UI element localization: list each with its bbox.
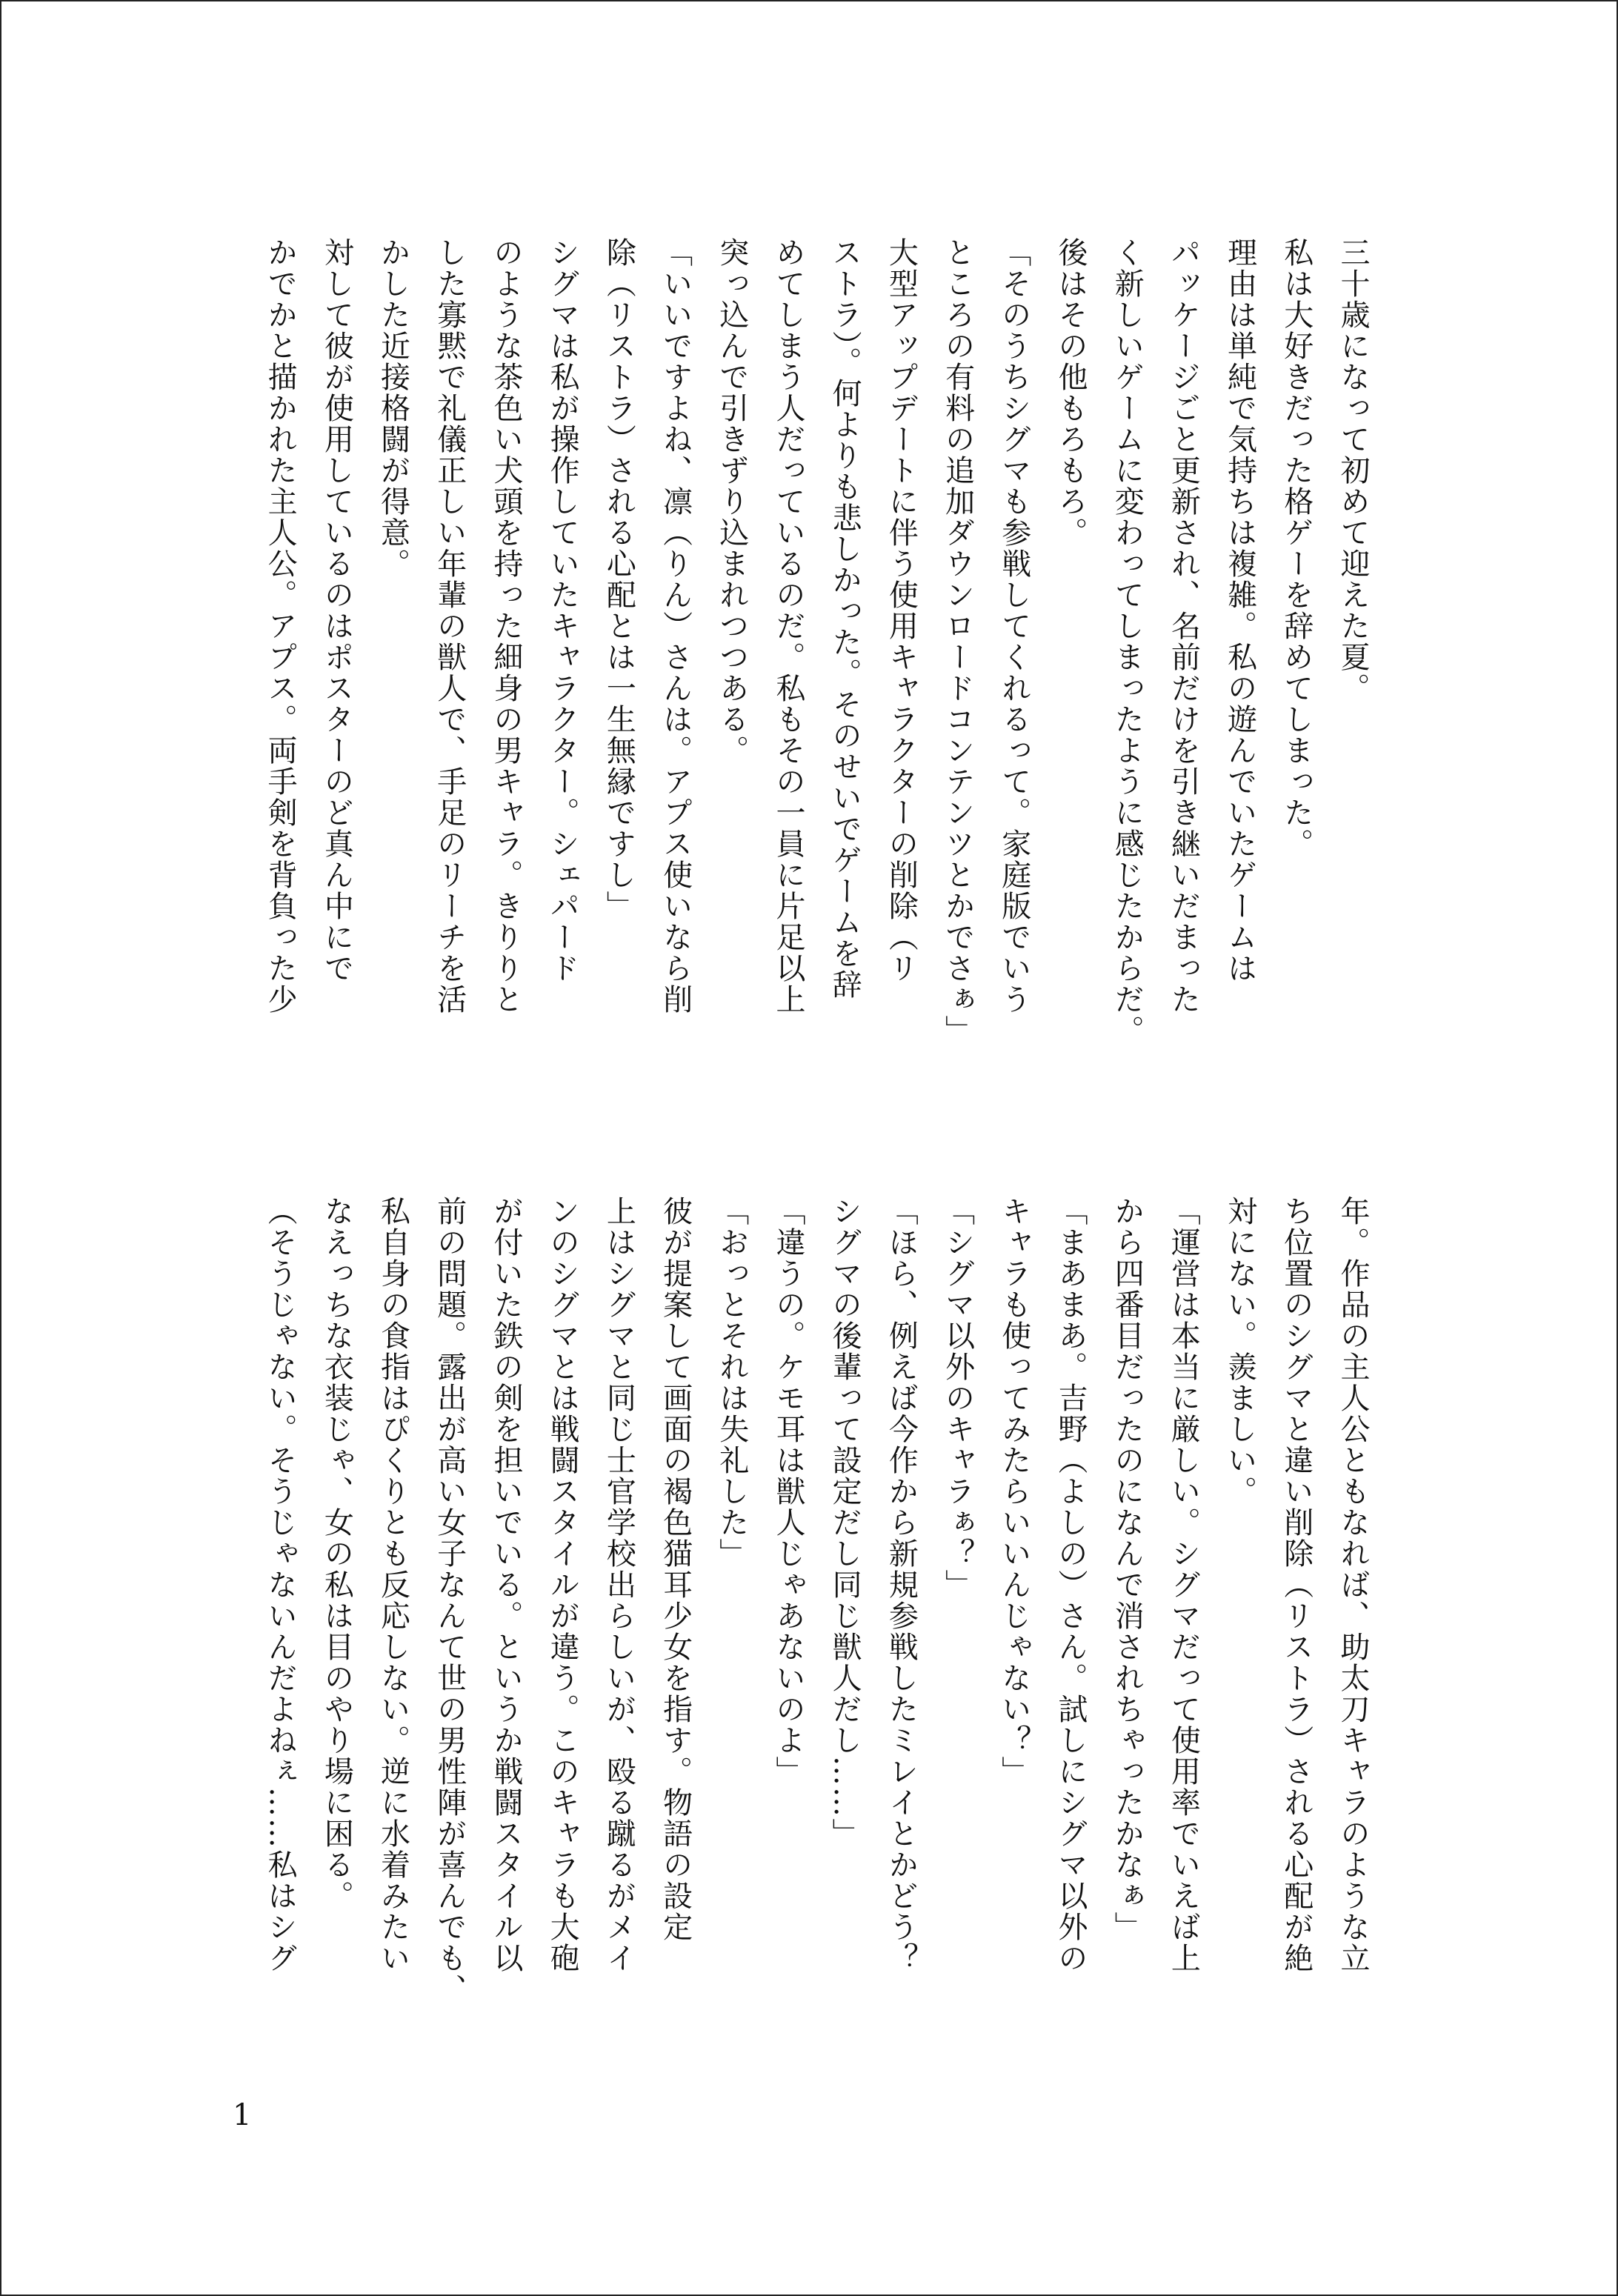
text-line: 彼が提案して画面の褐色猫耳少女を指す。物語の設定 bbox=[658, 1196, 693, 1943]
text-line: から四番目だったのになんで消されちゃったかなぁ」 bbox=[1110, 1196, 1145, 1943]
text-line: 「違うの。ケモ耳は獣人じゃあないのよ」 bbox=[770, 1196, 805, 1787]
text-line: ところの有料の追加ダウンロードコンテンツとかでさぁ」 bbox=[940, 237, 975, 1046]
text-line: シグマは私が操作していたキャラクター。シェパード bbox=[545, 237, 580, 984]
text-line: なえっちな衣装じゃ、女の私は目のやり場に困る。 bbox=[319, 1196, 354, 1911]
text-line: 対して彼が使用しているのはポスターのど真ん中にで bbox=[319, 237, 354, 984]
text-line: 後はその他もろもろ。 bbox=[1053, 237, 1088, 548]
text-line: が付いた鉄の剣を担いでいる。というか戦闘スタイル以 bbox=[488, 1196, 523, 1974]
text-line: 「まあまあ。吉野（よしの）さん。試しにシグマ以外の bbox=[1053, 1196, 1088, 1974]
text-line: 「運営は本当に厳しい。シグマだって使用率でいえば上 bbox=[1166, 1196, 1201, 1974]
text-line: 除（リストラ）される心配とは一生無縁ですし」 bbox=[602, 237, 636, 922]
text-line: シグマの後輩って設定だし同じ獣人だし……」 bbox=[828, 1196, 862, 1849]
text-line: 私自身の食指はぴくりとも反応しない。逆に水着みたい bbox=[376, 1196, 410, 1974]
text-line: ンのシグマとは戦闘スタイルが違う。このキャラも大砲 bbox=[545, 1196, 580, 1974]
text-line: 前の問題。露出が高い女子なんて世の男性陣が喜んでも、 bbox=[432, 1196, 467, 2005]
text-line: 「そのうちシグマも参戦してくれるって。家庭版でいう bbox=[996, 237, 1031, 1015]
text-line: パッケージごと更新され、名前だけを引き継いだまった bbox=[1166, 237, 1201, 1015]
text-line: ストラ）。何よりも悲しかった。そのせいでゲームを辞 bbox=[828, 237, 862, 1000]
text-line: めてしまう人だっているのだ。私もその一員に片足以上 bbox=[770, 237, 805, 1015]
text-line: 理由は単純で気持ちは複雑。私の遊んでいたゲームは bbox=[1222, 237, 1257, 984]
text-line: 「シグマ以外のキャラぁ？」 bbox=[940, 1196, 975, 1600]
page-number: 1 bbox=[233, 2098, 252, 2132]
text-line: 対にない。羨ましい。 bbox=[1222, 1196, 1257, 1507]
text-line: く新しいゲームに変わってしまったように感じたからだ。 bbox=[1110, 237, 1145, 1046]
text-line: 上はシグマと同じ士官学校出らしいが、殴る蹴るがメイ bbox=[602, 1196, 636, 1974]
text-line: 年。作品の主人公ともなれば、助太刀キャラのような立 bbox=[1336, 1196, 1370, 1974]
text-line: 「おっとそれは失礼した」 bbox=[714, 1196, 749, 1569]
text-line: した寡黙で礼儀正しい年輩の獣人で、手足のリーチを活 bbox=[432, 237, 467, 1015]
text-line: （そうじゃない。そうじゃないんだよねぇ……私はシグ bbox=[263, 1196, 298, 1974]
text-line: 私は大好きだった格ゲーを辞めてしまった。 bbox=[1279, 237, 1314, 859]
text-line: のような茶色い犬頭を持った細身の男キャラ。きりりと bbox=[488, 237, 523, 1015]
text-line: かした近接格闘が得意。 bbox=[376, 237, 410, 579]
text-line: 突っ込んで引きずり込まれつつある。 bbox=[714, 237, 749, 766]
upper-text-block bbox=[181, 237, 1381, 1097]
text-line: かでかと描かれた主人公。アプス。両手剣を背負った少 bbox=[263, 237, 298, 1015]
text-line: 大型アップデートに伴う使用キャラクターの削除（リ bbox=[884, 237, 919, 984]
lower-text-block bbox=[181, 1196, 1381, 2055]
text-line: キャラも使ってみたらいいんじゃない？」 bbox=[996, 1196, 1031, 1787]
text-line: ち位置のシグマと違い削除（リストラ）される心配が絶 bbox=[1279, 1196, 1314, 1974]
text-line: 三十歳になって初めて迎えた夏。 bbox=[1336, 237, 1370, 704]
text-line: 「ほら、例えば今作から新規参戦したミレイとかどう？ bbox=[884, 1196, 919, 1974]
text-line: 「いいですよね、凛（りん）さんは。アプス使いなら削 bbox=[658, 237, 693, 1015]
